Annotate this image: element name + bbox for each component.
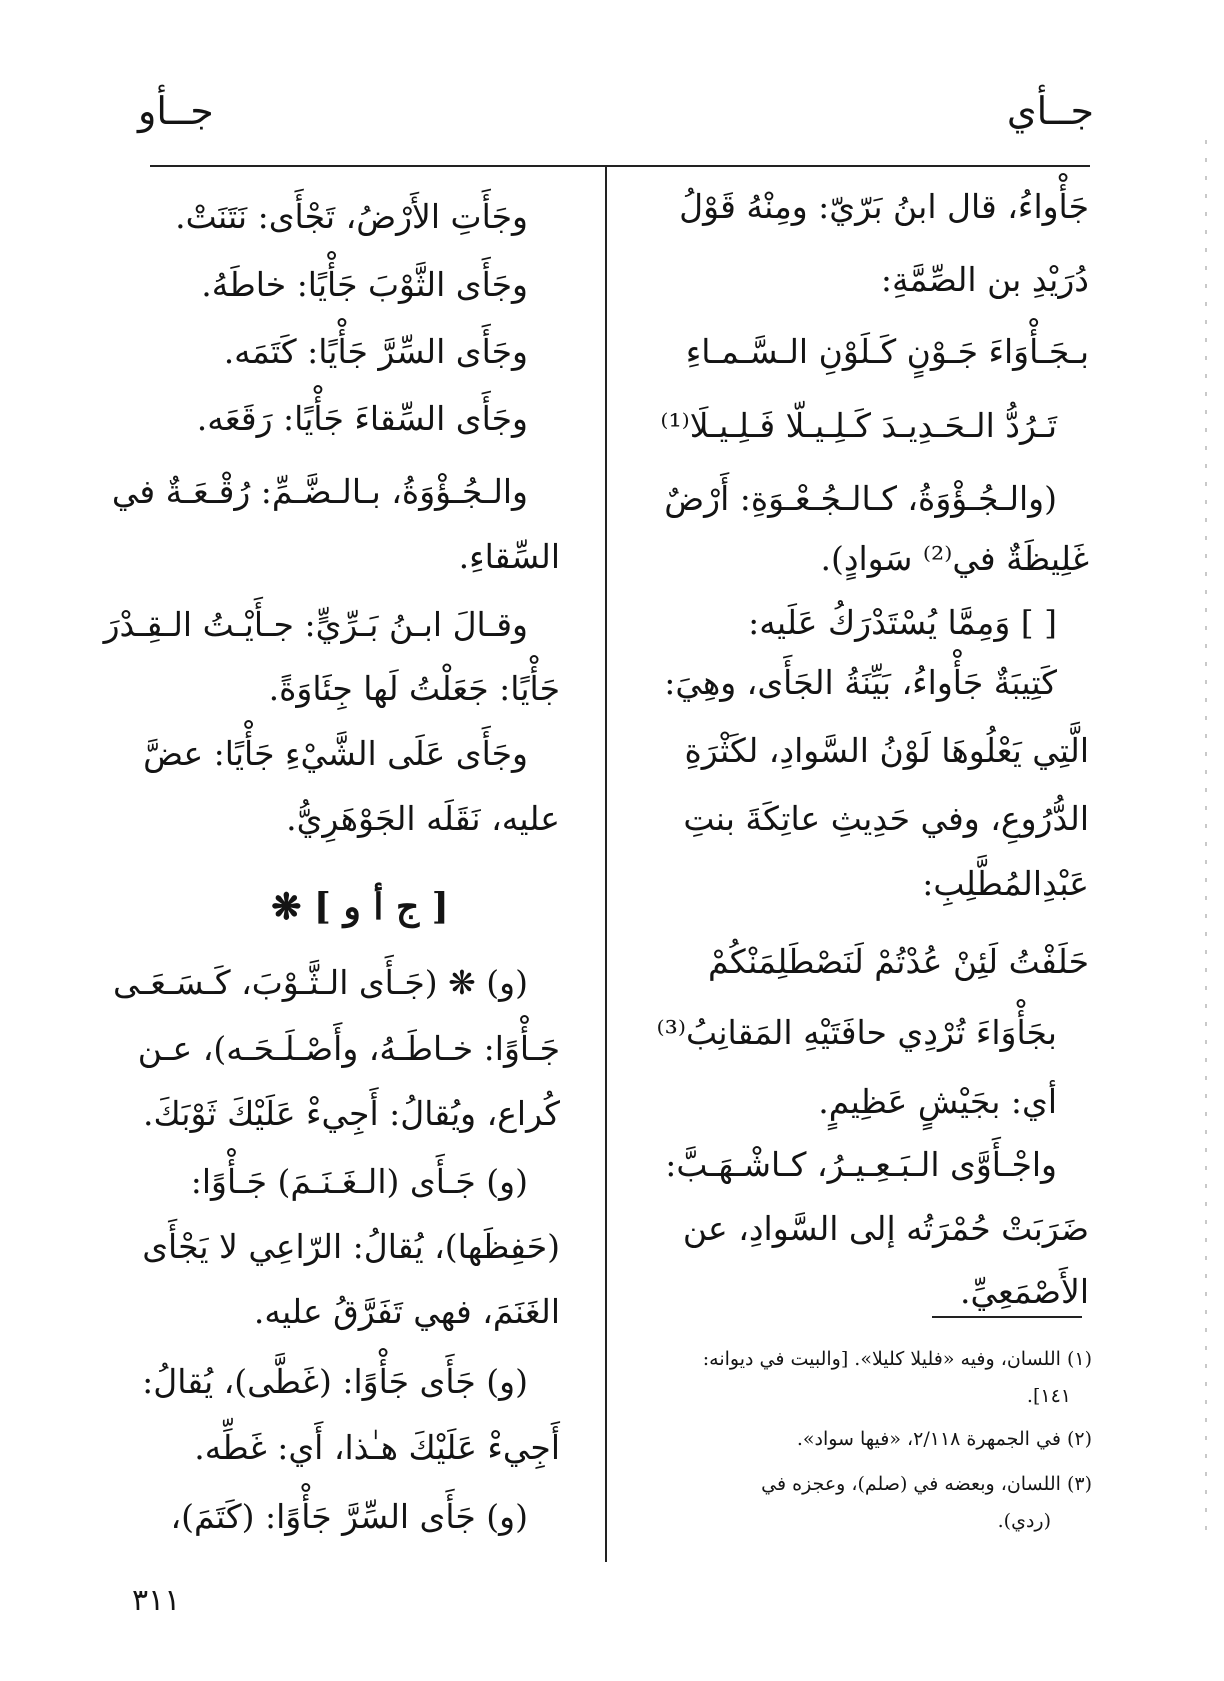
right-line-7: [ ] وَمِمَّا يُسْتَدْرَكُ عَلَيه: <box>748 603 1057 642</box>
left-line-4: وجَأَى السِّقاءَ جَأْيًا: رَقَعَه. <box>196 399 528 438</box>
left-line-15: (حَفِظَها)، يُقالُ: الرّاعِي لا يَجْأَى <box>142 1227 560 1266</box>
right-line-3: بـجَـأْوَاءَ جَـوْنٍ كَـلَوْنِ الـسَّـمـاءِ <box>685 332 1089 371</box>
left-line-19: (و) جَأَى السِّرَّ جَأْوًا: (كَتَمَ)، <box>170 1497 528 1536</box>
section-title: [ ج أ و ] ❋ <box>271 886 449 928</box>
header-rule <box>150 165 1090 167</box>
left-line-11: (و) ❋ (جَـأَى الـثَّـوْبَ، كَـسَـعَـى <box>113 963 528 1002</box>
left-line-6: السِّقاءِ. <box>458 537 560 576</box>
left-line-17: (و) جَأَى جَأْوًا: (غَطَّى)، يُقالُ: <box>142 1362 528 1401</box>
left-line-10: عليه، نَقَلَه الجَوْهَرِيُّ. <box>286 799 560 838</box>
left-line-14: (و) جَـأَى (الـغَـنَـمَ) جَـأْوًا: <box>190 1162 528 1201</box>
right-line-15: واجْـأَوَّى الـبَـعِـيـرُ، كـاشْـهَـبَّ: <box>665 1145 1057 1184</box>
left-line-18: أَجِيءْ عَلَيْكَ هـٰذا، أَي: غَطِّه. <box>194 1428 560 1467</box>
footnote-1-cont: ١٤١]. <box>1026 1385 1071 1407</box>
right-line-4: تَـرُدُّ الـحَـدِيـدَ كَـلِـيـلّا فَـلِـيـلَا⁽¹⁾ <box>660 406 1057 445</box>
header-root-right: جــأي <box>1006 89 1094 133</box>
right-line-1: جَأْواءُ، قال ابنُ بَرّيّ: ومِنْهُ قَوْلُ <box>679 187 1089 226</box>
right-line-6: غَلِيظَةٌ في⁽²⁾ سَوادٍ). <box>820 539 1089 578</box>
right-line-17: الأَصْمَعِيِّ. <box>959 1272 1089 1311</box>
column-divider <box>605 165 607 1562</box>
left-line-9: وجَأَى عَلَى الشَّيْءِ جَأْيًا: عضَّ <box>143 734 528 773</box>
right-line-13: بجَأْوَاءَ تُرْدِي حافَتَيْهِ المَقانِبُ⁽³⁾ <box>656 1013 1057 1052</box>
left-line-8: جَأْيًا: جَعَلْتُ لَها جِئَاوَةً. <box>268 669 560 708</box>
left-line-16: الغَنَمَ، فهي تَفَرَّقُ عليه. <box>253 1292 560 1331</box>
right-line-12: حَلَفْتُ لَئِنْ عُدْتُمْ لَنَصْطَلِمَنْكُمْ <box>707 942 1089 981</box>
right-line-10: الدُّرُوعِ، وفي حَدِيثِ عاتِكَةَ بنتِ <box>683 799 1089 838</box>
left-line-1: وجَأَتِ الأَرْضُ، تَجْأَى: نَتَنَتْ. <box>175 197 528 236</box>
left-line-12: جَـأْوًا: خـاطَـهُ، وأَصْـلَـحَـه)، عـن <box>137 1029 560 1068</box>
right-line-11: عَبْدِالمُطَّلِبِ: <box>922 864 1089 903</box>
right-line-8: كَتِيبَةٌ جَأْواءُ، بَيِّنَةُ الجَأَى، وهِيَ: <box>664 663 1057 702</box>
right-line-16: ضَرَبَتْ حُمْرَتُه إلى السَّوادِ، عن <box>682 1209 1089 1248</box>
left-line-13: كُراع، ويُقالُ: أَجِيءْ عَلَيْكَ ثَوْبَكَ. <box>142 1094 560 1133</box>
right-line-9: الَّتِي يَعْلُوهَا لَوْنُ السَّوادِ، لكَثْرَةِ <box>684 731 1089 770</box>
left-line-2: وجَأَى الثَّوْبَ جَأْيًا: خاطَهُ. <box>201 265 528 304</box>
header-root-left: جــأو <box>138 89 214 133</box>
page-number: ٣١١ <box>132 1583 181 1618</box>
right-line-5: (والـجُـؤْوَةُ، كـالـجُـعْـوَةِ: أَرْضٌ <box>664 479 1057 518</box>
scan-edge-marks <box>1205 140 1207 1540</box>
left-line-5: والـجُـؤْوَةُ، بـالـضَّـمِّ: رُقْـعَـةٌ في <box>111 472 528 511</box>
left-line-3: وجَأَى السِّرَّ جَأْيًا: كَتَمَه. <box>223 332 528 371</box>
footnote-2: (٢) في الجمهرة ٢/١١٨، «فيها سواد». <box>796 1428 1092 1450</box>
footnote-rule <box>932 1316 1082 1318</box>
right-line-2: دُرَيْدِ بن الصِّمَّةِ: <box>880 260 1089 299</box>
footnote-3: (٣) اللسان، وبعضه في (صلم)، وعجزه في <box>761 1473 1092 1495</box>
footnote-3-cont: (ردي). <box>997 1510 1051 1532</box>
left-line-7: وقـالَ ابـنُ بَـرِّيٍّ: جـأَيْـتُ الـقِـدْرَ <box>103 605 528 644</box>
right-line-14: أي: بجَيْشٍ عَظِيمٍ. <box>818 1082 1057 1121</box>
footnote-1: (١) اللسان، وفيه «فليلا كليلا». [والبيت في ديوانه: <box>702 1348 1092 1370</box>
